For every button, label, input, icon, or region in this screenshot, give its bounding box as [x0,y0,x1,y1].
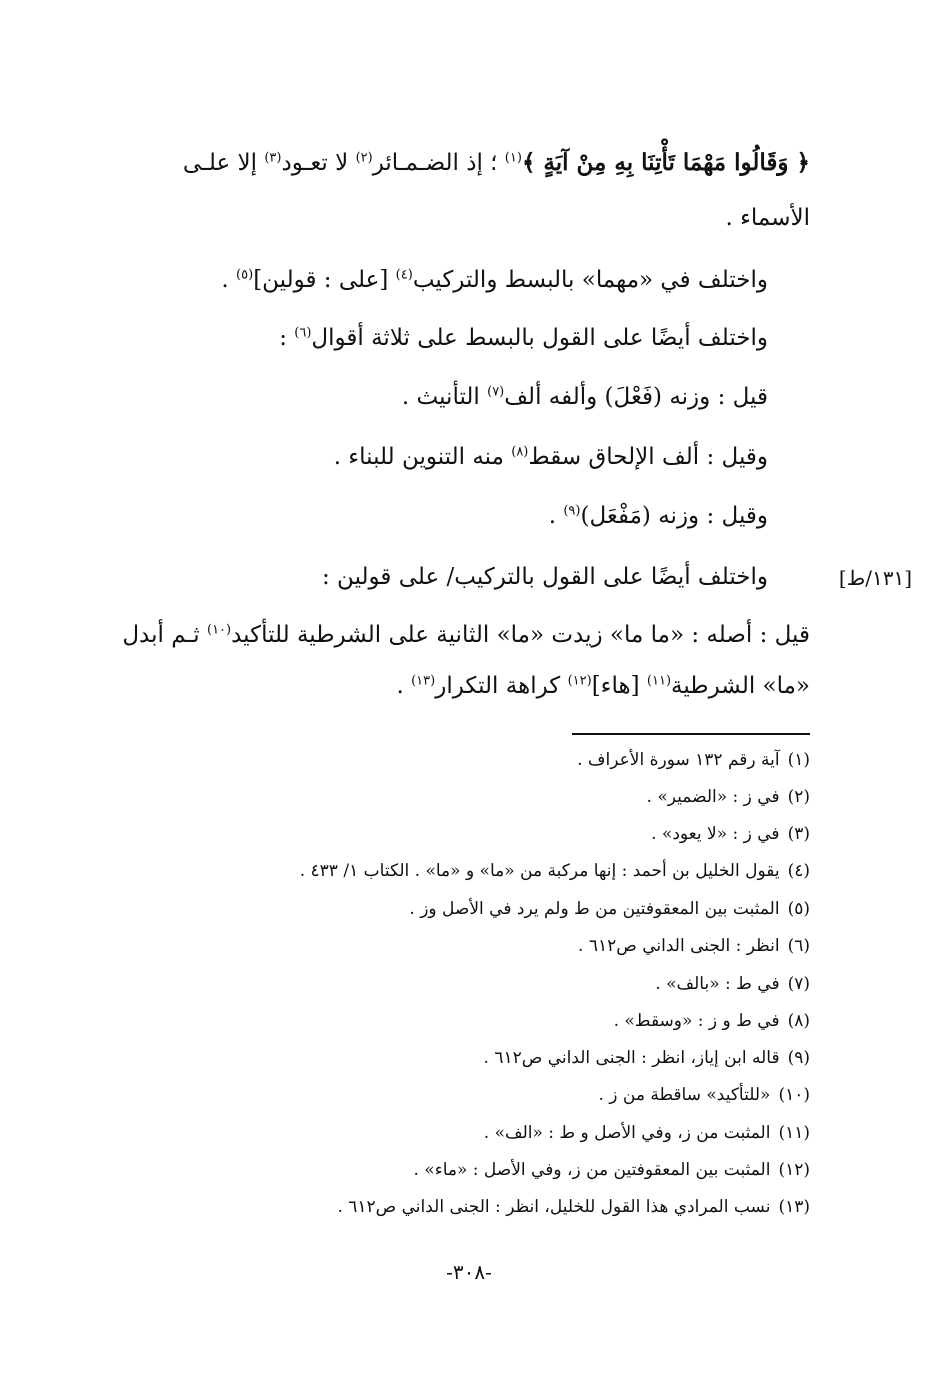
footnote-8 [614,1008,810,1034]
footnote-number: (١٠) [778,1085,810,1105]
footnote-text: انظر : الجنى الداني ص٦١٢ . [578,936,780,956]
footnote-text: قاله ابن إياز، انظر : الجنى الداني ص٦١٢ . [483,1048,780,1068]
text-run: ؛ إذ الضـمـائر [372,150,505,176]
footnote-number: (١) [787,750,810,770]
text-run: ثـم أبدل [122,622,207,648]
body-line-2: الأسماء . [725,205,810,231]
footnote-6 [578,933,810,959]
footnote-ref-11: (١١) [646,673,672,689]
footnote-number: (٤) [787,861,810,881]
text-run: التأنيث . [401,384,488,410]
footnote-ref-9: (٩) [563,503,581,519]
footnote-number: (١٢) [778,1160,810,1180]
text-run: . [548,503,564,529]
footnote-separator [572,733,810,735]
body-line-7 [549,500,768,532]
text-run: : [279,325,295,351]
text-run: . [221,267,237,293]
footnote-10 [599,1082,811,1108]
footnote-12 [414,1157,811,1183]
text-run: وقيل : ألف الإلحاق سقط [528,444,768,470]
footnote-number: (١١) [778,1123,810,1143]
footnote-number: (٢) [787,787,810,807]
body-line-9 [122,619,810,651]
footnote-number: (٣) [787,824,810,844]
footnote-9 [484,1045,810,1071]
footnote-ref-10: (١٠) [206,622,232,638]
quran-verse: ﴿ وَقَالُوا مَهْمَا تَأْتِنَا بِهِ مِنْ آيَةٍ ﴾ [521,149,810,176]
footnote-1 [577,747,810,773]
footnote-ref-2: (٢) [355,150,373,166]
body-line-1 [183,147,810,179]
footnote-ref-13: (١٣) [411,673,436,689]
footnote-text: في ز : «الضمير» . [646,787,780,807]
footnote-text: المثبت بين المعقوفتين من ط ولم يرد في الأصل وز . [409,899,780,919]
body-line-10 [396,670,810,702]
footnote-text: في ز : «لا يعود» . [651,824,780,844]
footnote-number: (٨) [787,1011,810,1031]
text-run: كراهة التكرار [435,673,568,699]
text-run: منه التنوين للبناء . [333,444,512,470]
footnote-number: (٧) [787,974,810,994]
page-number: -٣٠٨- [446,1260,492,1284]
footnote-11 [484,1120,810,1146]
text-run: لا تعـود [281,150,356,176]
text-run: قيل : وزنه (فَعْلَ) وألفه ألف [504,384,768,410]
footnote-text: «للتأكيد» ساقطة من ز . [598,1085,771,1105]
footnote-ref-12: (١٢) [567,673,592,689]
body-line-6 [334,441,768,473]
body-line-5 [402,381,768,413]
footnote-text: نسب المرادي هذا القول للخليل، انظر : الجنى الداني ص٦١٢ . [337,1197,771,1217]
footnote-ref-5: (٥) [236,267,254,283]
footnote-5 [409,896,810,922]
text-run: واختلف في «مهما» بالبسط والتركيب [412,267,768,293]
footnote-2 [647,784,810,810]
body-line-4 [279,322,768,354]
footnote-4 [300,858,810,884]
footnote-ref-8: (٨) [511,444,529,460]
footnote-3 [651,821,810,847]
footnote-text: المثبت بين المعقوفتين من ز، وفي الأصل : «ماء» . [413,1160,771,1180]
footnote-7 [655,971,810,997]
footnote-text: يقول الخليل بن أحمد : إنها مركبة من «ما» و «ما» . الكتاب ١/ ٤٣٣ . [299,861,780,881]
footnote-text: في ط و ز : «وسقط» . [613,1011,780,1031]
footnote-ref-3: (٣) [264,150,282,166]
footnote-ref-6: (٦) [294,325,312,341]
text-run: [هاء] [591,673,647,699]
footnote-number: (٦) [787,936,810,956]
body-line-3 [221,264,768,296]
footnote-ref-1: (١) [504,150,522,166]
footnote-text: المثبت من ز، وفي الأصل و ط : «الف» . [483,1123,771,1143]
footnote-ref-4: (٤) [395,267,413,283]
text-run: . [396,673,412,699]
footnote-number: (٥) [787,899,810,919]
footnote-text: في ط : «بالف» . [655,974,780,994]
footnote-ref-7: (٧) [487,384,505,400]
text-run: واختلف أيضًا على القول بالبسط على ثلاثة أقوال [311,325,768,351]
text-run: قيل : أصله : «ما ما» زيدت «ما» الثانية على الشرطية للتأكيد [231,622,810,648]
footnote-number: (١٣) [778,1197,810,1217]
body-line-8: واختلف أيضًا على القول بالتركيب/ على قولين : [322,564,768,590]
footnote-number: (٩) [787,1048,810,1068]
text-run: [على : قولين] [253,267,396,293]
text-run: إلا علـى [182,150,265,176]
footnote-text: آية رقم ١٣٢ سورة الأعراف . [577,750,780,770]
manuscript-folio-marker: [١٣١/ط] [838,566,912,590]
footnote-13 [337,1194,810,1220]
text-run: وقيل : وزنه (مَفْعَل) [580,503,768,529]
text-run: «ما» الشرطية [671,673,810,699]
